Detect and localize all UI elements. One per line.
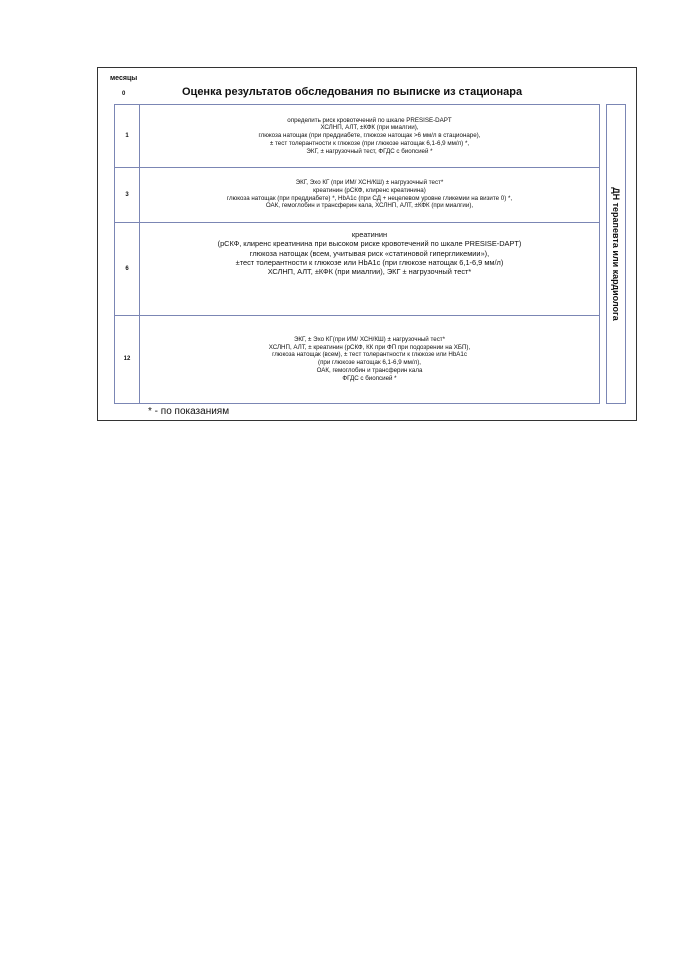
content-line: креатинин (351, 230, 388, 239)
content-line: (рСКФ, клиренс креатинина при высоком риске кровотечений по шкале PRESISE-DAPT) (217, 239, 522, 249)
followup-side-label: ДН терапевта или кардиолога (611, 187, 621, 321)
content-line: ±тест толерантности к глюкозе или HbA1c (при глюкозе натощак 6,1-6,9 мм/л) (235, 257, 504, 267)
month-cell: 6 (115, 222, 140, 315)
month-zero-label: 0 (122, 91, 126, 97)
content-line: (при глюкозе натощак 6,1-6,9 мм/л), (318, 359, 421, 366)
schedule-row-month-1 (115, 105, 599, 168)
content-line: ± тест толерантности к глюкозе (при глюкозе натощак 6,1-6,9 мм/л) *, (269, 139, 470, 147)
followup-side-box (606, 104, 626, 404)
content-line: ОАК, гемоглобин и трансферин кала (316, 366, 423, 374)
row-content (140, 105, 599, 167)
content-line: ХСЛНП, АЛТ, ±КФК (при миалгии), (320, 124, 419, 132)
content-line: ЭКГ, ± Эхо КГ(при ИМ/ ХСН/КШ) ± нагрузочный тест* (293, 335, 446, 343)
content-line: ФГДС с биопсией * (342, 374, 397, 382)
month-cell: 1 (115, 105, 140, 167)
content-line: глюкоза натощак (всем), ± тест толерантности к глюкозе или HbA1c (272, 351, 467, 359)
schedule-table (114, 104, 600, 404)
content-line: глюкоза натощак (при преддиабете, глюкозе натощак >6 мм/л в стационаре), (258, 132, 481, 140)
figure-title: Оценка результатов обследования по выписке из стационара (182, 86, 523, 98)
content-line: креатинин (рСКФ, клиренс креатинина) (313, 186, 426, 194)
content-line: глюкоза натощак (всем, учитывая риск «статиновой гипергликемии»), (249, 248, 490, 258)
content-line: ЭКГ, ± нагрузочный тест, ФГДС с биопсией * (306, 147, 433, 155)
row-content (140, 315, 599, 403)
schedule-row-month-3 (115, 167, 599, 223)
schedule-row-month-12 (115, 315, 599, 403)
row-content (140, 167, 599, 222)
months-axis-label: месяцы (110, 75, 138, 82)
content-line: определить риск кровотечений по шкале PRESISE-DAPT (287, 116, 452, 124)
content-line: ХСЛНП, АЛТ, ±КФК (при миалгии), ЭКГ ± нагрузочный тест* (267, 267, 472, 276)
content-line: ХСЛНП, АЛТ, ± креатинин (рСКФ, КК при ФП при подозрении на ХБП), (268, 343, 471, 351)
schedule-row-month-6 (115, 222, 599, 316)
content-line: ОАК, гемоглобин и трансферин кала, ХСЛНП, АЛТ, ±КФК (при миалгии), (265, 202, 474, 210)
row-content (140, 222, 599, 315)
content-line: глюкоза натощак (при преддиабете) *, HbA1c (при СД + нецелевом уровне гликемии на визите 0) *, (226, 194, 513, 202)
footnote: * - по показаниям (148, 406, 230, 417)
figure-frame (97, 67, 637, 421)
month-cell: 12 (115, 315, 140, 403)
month-cell: 3 (115, 167, 140, 222)
content-line: ЭКГ, Эхо КГ (при ИМ/ ХСН/КШ) ± нагрузочный тест* (295, 179, 444, 186)
